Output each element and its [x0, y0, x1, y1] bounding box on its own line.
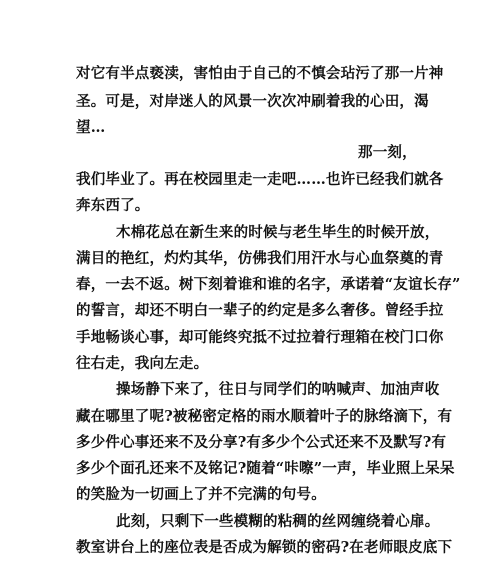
- text-line: 那一刻，: [358, 144, 417, 161]
- text-line: 操场静下来了，往日与同学们的呐喊声、加油声收: [116, 381, 440, 398]
- text-line: 藏在哪里了呢?被秘密定格的雨水顺着叶子的脉络滴下，有: [76, 408, 453, 425]
- text-line: 满目的艳红，灼灼其华，仿佛我们用汗水与心血祭奠的青: [76, 250, 444, 267]
- text-line: 往右走，我向左走。: [76, 355, 209, 372]
- text-line: 春，一去不返。树下刻着谁和谁的名字，承诺着“友谊长存”: [76, 276, 461, 293]
- text-line: 的誓言，却还不明白一辈子的约定是多么奢侈。曾经手拉: [76, 302, 444, 319]
- text-line: 此刻，只剩下一些模糊的粘稠的丝网缠绕着心扉。: [116, 513, 440, 530]
- text-line: 圣。可是，对岸迷人的风景一次次冲刷着我的心田，渴: [76, 93, 429, 110]
- text-line: 多少个面孔还来不及铭记?随着“咔嚓”一声，毕业照上呆呆: [76, 460, 455, 477]
- text-line: 木棉花总在新生来的时候与老生毕生的时候开放，: [116, 224, 440, 241]
- text-line: 我们毕业了。再在校园里走一走吧……也许已经我们就各: [76, 171, 444, 188]
- text-line: 奔东西了。: [76, 197, 150, 214]
- text-line: 多少件心事还来不及分享?有多少个公式还来不及默写?有: [76, 434, 447, 451]
- text-line: 对它有半点亵渎，害怕由于自己的不慎会玷污了那一片神: [76, 65, 444, 82]
- text-line: 手地畅谈心事，却可能终究抵不过拉着行理箱在校门口你: [76, 329, 444, 346]
- text-line: 教室讲台上的座位表是否成为解锁的密码?在老师眼皮底下: [76, 539, 453, 556]
- text-line: 的笑脸为一切画上了并不完满的句号。: [76, 486, 326, 503]
- text-line: 望…: [76, 119, 106, 136]
